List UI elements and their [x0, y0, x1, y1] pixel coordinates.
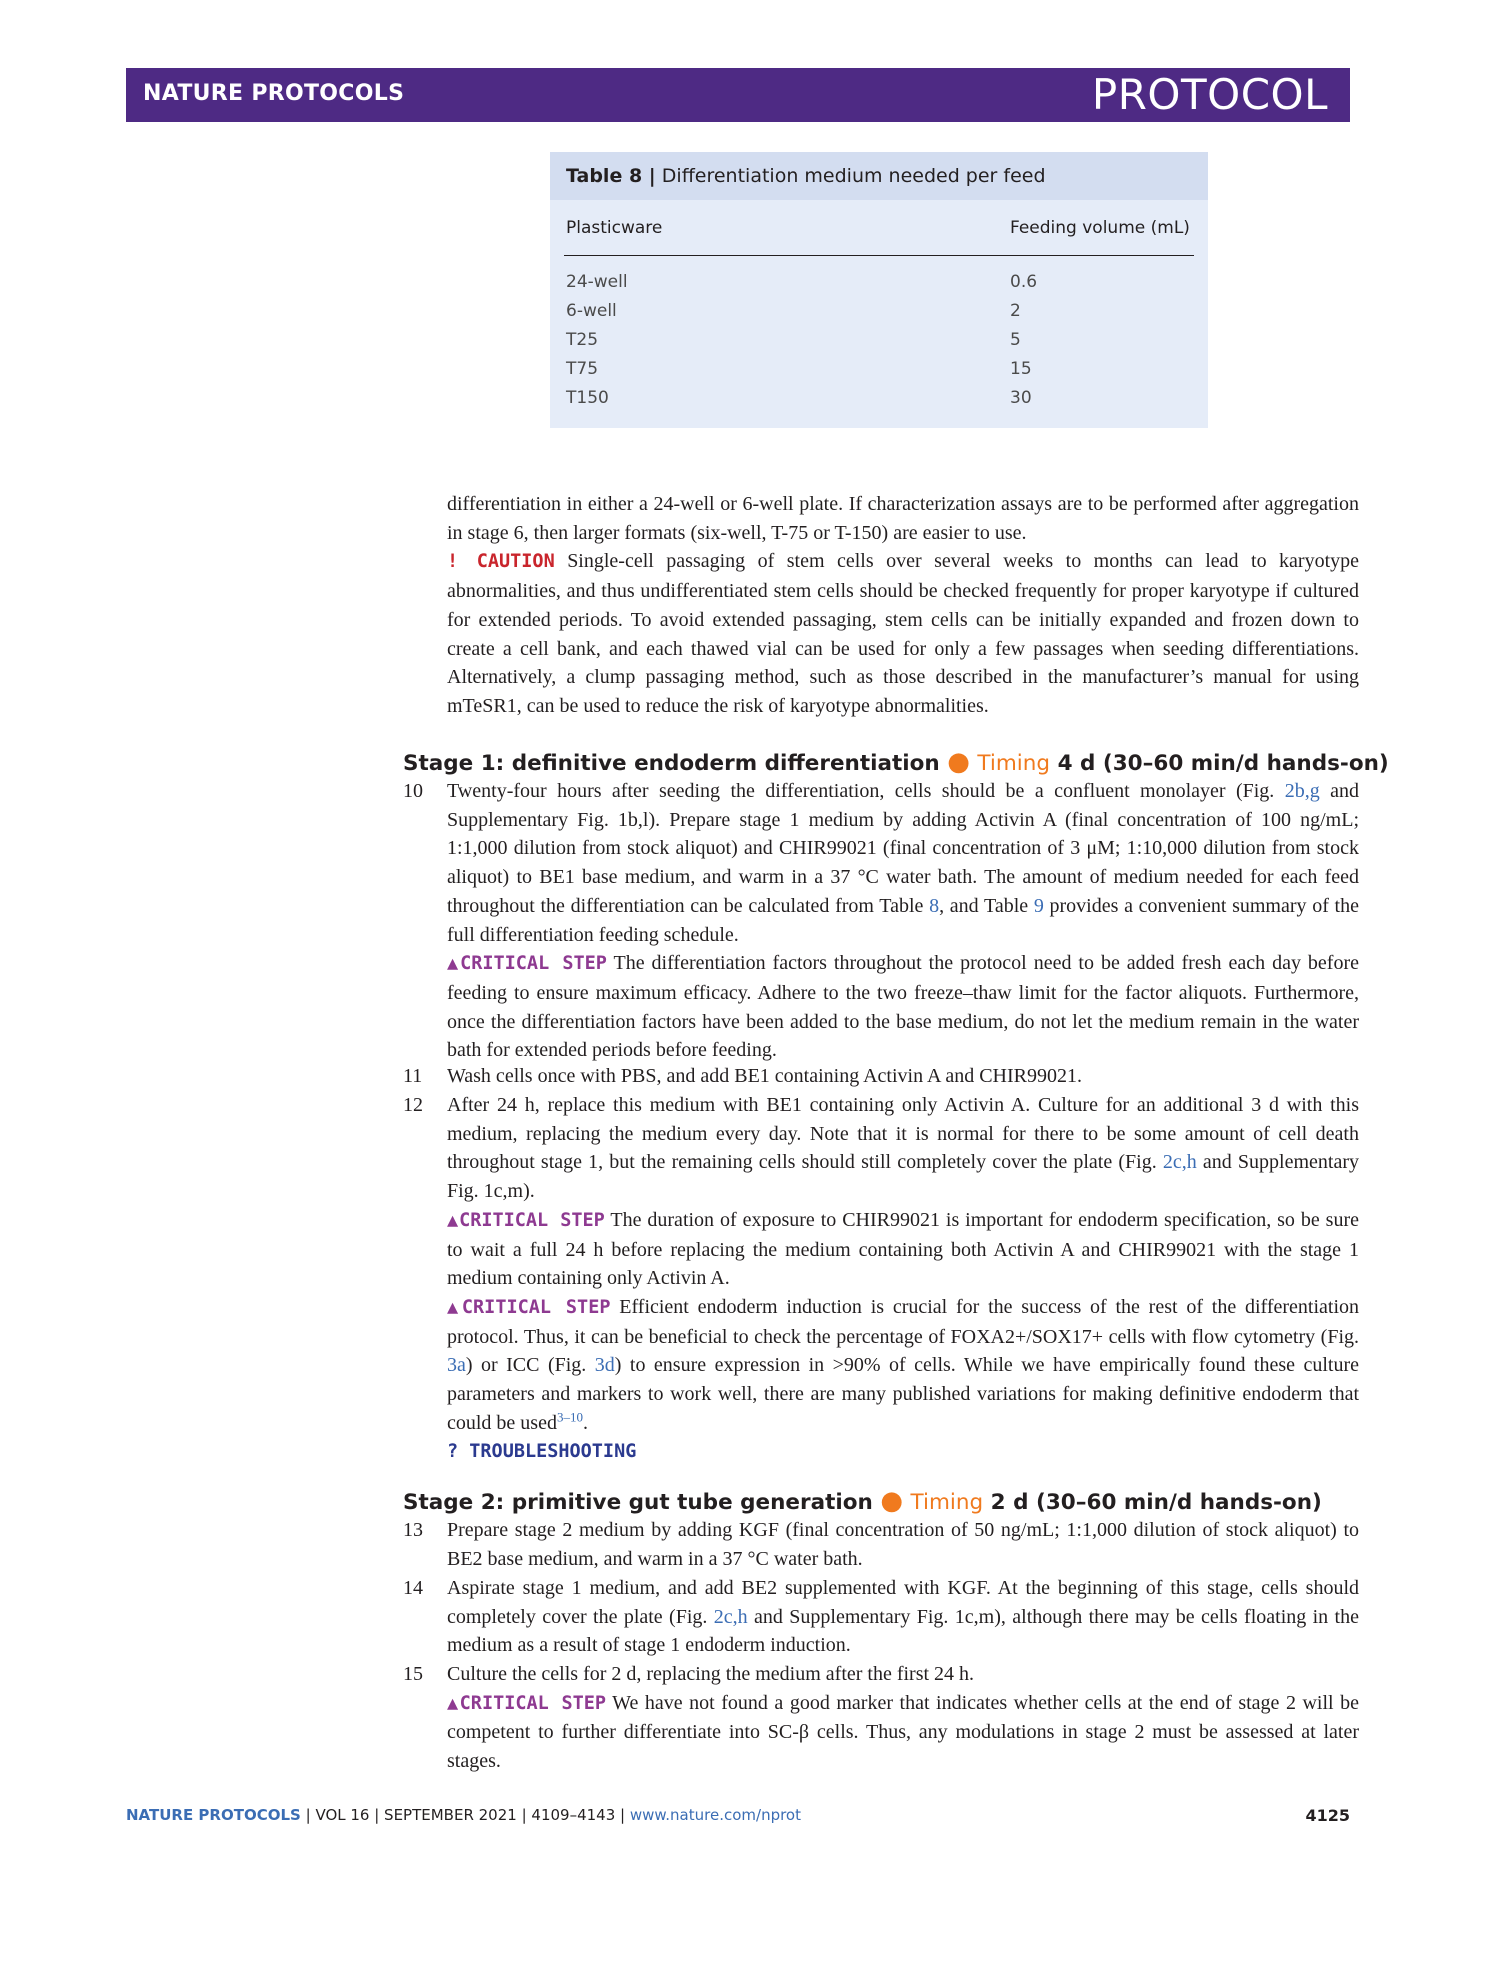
table-cell: 15 [1010, 359, 1032, 379]
critical-step-label: ▲CRITICAL STEP [447, 953, 607, 975]
column-header-feeding-volume: Feeding volume (mL) [1010, 218, 1190, 238]
timing-value: 4 d (30–60 min/d hands-on) [1057, 751, 1389, 776]
step-text [447, 777, 1359, 1065]
text-run: . [582, 1411, 588, 1434]
timing-label: Timing [977, 751, 1051, 776]
text-run: and Supplementary Fig. 1c,m), although there may be cells floating in the medium as a result of stage 1 endoderm induction. [447, 1605, 1359, 1657]
caution-label: ! CAUTION [447, 551, 555, 573]
intro-text: differentiation in either a 24-well or 6-well plate. If characterization assays are to be performed after aggregation in stage 6, then larger formats (six-well, T-75 or T-150) are easier to use. [447, 493, 1359, 544]
figure-link[interactable]: 2c,h [1162, 1151, 1197, 1174]
table-label: Table 8 | [566, 165, 656, 187]
table-link[interactable]: 8 [929, 894, 940, 917]
figure-link[interactable]: 3d [594, 1354, 615, 1377]
table-cell: T150 [566, 388, 609, 408]
figure-link[interactable]: 2b,g [1284, 780, 1320, 802]
table-cell: 0.6 [1010, 272, 1038, 292]
stage-2-heading [403, 1486, 1322, 1516]
table-row [550, 326, 1208, 355]
critical-step-label: ▲CRITICAL STEP [447, 1209, 605, 1231]
table-rule [564, 255, 1194, 256]
timing-dot-icon: ● [880, 1486, 904, 1516]
text-run: ) or ICC (Fig. [465, 1354, 595, 1377]
journal-name: NATURE PROTOCOLS [143, 81, 405, 106]
column-header-plasticware: Plasticware [566, 218, 663, 238]
timing-label: Timing [910, 1490, 984, 1515]
footer-volume-info: | VOL 16 | SEPTEMBER 2021 | 4109–4143 | [305, 1806, 626, 1824]
stage-1-heading [403, 747, 1389, 777]
step-text: Wash cells once with PBS, and add BE1 containing Activin A and CHIR99021. [447, 1065, 1082, 1087]
table-row [550, 384, 1208, 413]
table-cell: 6-well [566, 301, 617, 321]
step-text [447, 1660, 1359, 1776]
page-number: 4125 [1305, 1806, 1350, 1825]
step-number: 11 [403, 1065, 423, 1087]
critical-step-text: We have not found a good marker that indicates whether cells at the end of stage 2 will be competent to further differentiate into SC-β cells. Thus, any modulations in stage 2 must be assessed at later stages. [447, 1691, 1359, 1773]
footer-url-link[interactable]: www.nature.com/nprot [629, 1806, 801, 1824]
caution-text: Single-cell passaging of stem cells over several weeks to months can lead to karyotype abnormalities, and thus undifferentiated stem cells should be checked frequently for proper karyotype if cultured for extended periods. To avoid extended passaging, stem cells can be initially expanded and frozen down to create a cell bank, and each thawed vial can be used for only a few passages when seeding differentiations. Alternatively, a clump passaging method, such as those described in the manufacturer’s manual for using mTeSR1, can be used to reduce the risk of karyotype abnormalities. [447, 550, 1360, 717]
text-run: ) to ensure expression in >90% of cells. While we have empirically found these culture parameters and markers to work well, there are many published variations for making definitive endoderm that could be used [447, 1354, 1359, 1434]
table-cell: 24-well [566, 272, 628, 292]
step-text [447, 1091, 1359, 1467]
stage-2-title: Stage 2: primitive gut tube generation [403, 1490, 873, 1515]
timing-dot-icon: ● [947, 747, 970, 777]
footer-journal: NATURE PROTOCOLS [126, 1806, 301, 1824]
page-footer [126, 1806, 1350, 1824]
table-8 [550, 152, 1208, 428]
table-link[interactable]: 9 [1033, 894, 1044, 917]
text-run: Twenty-four hours after seeding the differentiation, cells should be a confluent monolayer (Fig. [447, 780, 1285, 802]
timing-value: 2 d (30–60 min/d hands-on) [990, 1490, 1322, 1515]
table-cell: 2 [1010, 301, 1021, 321]
step-number: 15 [403, 1663, 423, 1685]
table-caption [550, 152, 1208, 200]
critical-step-text: The duration of exposure to CHIR99021 is important for endoderm specification, so be sure to wait a full 24 h before replacing the medium containing both Activin A and CHIR99021 with the stage 1 medium containing only Activin A. [447, 1208, 1359, 1290]
step-number: 10 [403, 780, 423, 802]
critical-step-text: The differentiation factors throughout the protocol need to be added fresh each day before feeding to ensure maximum efficacy. Adhere to the two freeze–thaw limit for the factor aliquots. Furthermore, once the differentiation factors have been added to the base medium, do not let the medium remain in the water bath for extended periods before feeding. [447, 952, 1359, 1062]
step-10 [403, 777, 1359, 1065]
text-run: After 24 h, replace this medium with BE1 containing only Activin A. Culture for an additional 3 d with this medium, replacing the medium every day. Note that it is normal for there to be some amount of cell death throughout stage 1, but the remaining cells should still completely cover the plate (Fig. [447, 1094, 1359, 1174]
text-run: , and Table [939, 894, 1034, 917]
step-number: 13 [403, 1519, 423, 1541]
figure-link[interactable]: 3a [447, 1354, 466, 1377]
article-type: PROTOCOL [1091, 70, 1328, 119]
text-run: Efficient endoderm induction is crucial for the success of the rest of the differentiation protocol. Thus, it can be beneficial to check the percentage of FOXA2+/SOX17+ cells with flow cytometry (Fig. [447, 1295, 1360, 1348]
critical-step-label: ▲CRITICAL STEP [447, 1692, 606, 1714]
table-row [550, 268, 1208, 297]
table-body [550, 268, 1208, 413]
text-run: Culture the cells for 2 d, replacing the medium after the first 24 h. [447, 1663, 975, 1685]
step-13 [403, 1516, 1359, 1573]
step-12 [403, 1091, 1359, 1467]
stage-1-title: Stage 1: definitive endoderm differentiation [403, 751, 940, 776]
table-row [550, 297, 1208, 326]
table-cell: 5 [1010, 330, 1021, 350]
table-cell: T25 [566, 330, 599, 350]
reference-link[interactable]: 3–10 [556, 1409, 583, 1425]
step-text: Prepare stage 2 medium by adding KGF (final concentration of 50 ng/mL; 1:1,000 dilution of stock aliquot) to BE2 base medium, and warm in a 37 °C water bath. [447, 1519, 1359, 1570]
step-number: 14 [403, 1577, 423, 1599]
text-run: and Supplementary Fig. 1b,l). Prepare stage 1 medium by adding Activin A (final concentration of 100 ng/mL; 1:1,000 dilution from stock aliquot) and CHIR99021 (final concentration of 3 μM; 1:10,000 dilution from stock aliquot) to BE1 base medium, and warm in a 37 °C water bath. The amount of medium needed for each feed throughout the differentiation can be calculated from Table [447, 780, 1359, 917]
step-14 [403, 1574, 1359, 1660]
troubleshooting-link[interactable]: ? TROUBLESHOOTING [447, 1441, 637, 1463]
step-11 [403, 1062, 1359, 1091]
table-row [550, 355, 1208, 384]
table-cell: 30 [1010, 388, 1032, 408]
intro-paragraph [447, 490, 1359, 721]
step-number: 12 [403, 1094, 423, 1116]
text-run: Aspirate stage 1 medium, and add BE2 supplemented with KGF. At the beginning of this stage, cells should completely cover the plate (Fig. [447, 1577, 1359, 1628]
step-15 [403, 1660, 1359, 1776]
figure-link[interactable]: 2c,h [713, 1605, 748, 1628]
text-run: provides a convenient summary of the full differentiation feeding schedule. [447, 894, 1359, 946]
text-run: and Supplementary Fig. 1c,m). [447, 1151, 1359, 1203]
journal-header-bar [126, 68, 1350, 122]
table-cell: T75 [566, 359, 599, 379]
table-title: Differentiation medium needed per feed [661, 165, 1046, 187]
critical-step-label: ▲CRITICAL STEP [447, 1296, 611, 1318]
step-text [447, 1574, 1359, 1660]
